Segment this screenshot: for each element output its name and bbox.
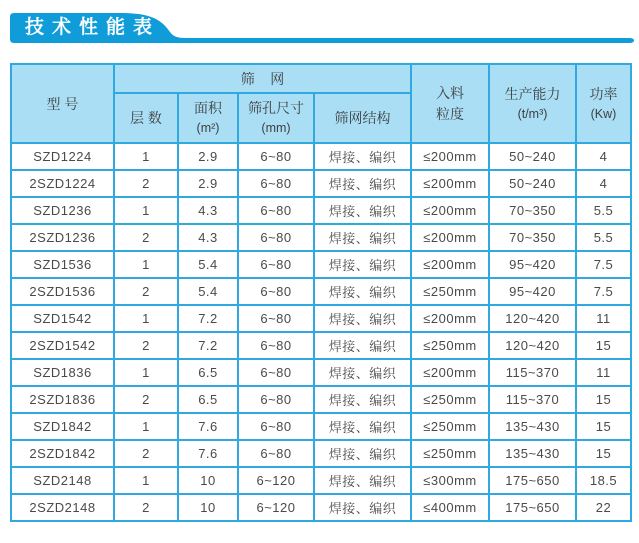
- cell-structure: 焊接、编织: [314, 143, 411, 170]
- cell-mesh-size: 6~80: [238, 278, 314, 305]
- cell-mesh-size: 6~80: [238, 359, 314, 386]
- cell-structure: 焊接、编织: [314, 170, 411, 197]
- header-model: 型 号: [11, 64, 114, 143]
- cell-mesh-size: 6~120: [238, 494, 314, 521]
- header-mesh-size: [238, 93, 314, 143]
- cell-area: 6.5: [178, 359, 238, 386]
- header-structure: 筛网结构: [314, 93, 411, 143]
- cell-layers: 1: [114, 305, 178, 332]
- cell-structure: 焊接、编织: [314, 413, 411, 440]
- cell-capacity: 70~350: [489, 197, 576, 224]
- header-feed-size-line1: 入料: [436, 84, 464, 101]
- cell-feed-size: ≤250mm: [411, 413, 489, 440]
- cell-capacity: 50~240: [489, 143, 576, 170]
- cell-area: 7.6: [178, 413, 238, 440]
- table-row: [11, 305, 631, 332]
- cell-mesh-size: 6~80: [238, 305, 314, 332]
- cell-power: 22: [576, 494, 631, 521]
- cell-mesh-size: 6~80: [238, 413, 314, 440]
- cell-model: 2SZD1224: [11, 170, 114, 197]
- cell-layers: 1: [114, 467, 178, 494]
- cell-feed-size: ≤200mm: [411, 224, 489, 251]
- cell-area: 7.6: [178, 440, 238, 467]
- header-feed-size: [411, 64, 489, 143]
- header-area-unit: (m²): [196, 121, 220, 136]
- cell-layers: 2: [114, 494, 178, 521]
- cell-power: 18.5: [576, 467, 631, 494]
- cell-feed-size: ≤250mm: [411, 440, 489, 467]
- cell-area: 6.5: [178, 386, 238, 413]
- cell-structure: 焊接、编织: [314, 494, 411, 521]
- cell-structure: 焊接、编织: [314, 386, 411, 413]
- cell-area: 7.2: [178, 305, 238, 332]
- cell-structure: 焊接、编织: [314, 224, 411, 251]
- table-row: [11, 386, 631, 413]
- cell-capacity: 95~420: [489, 251, 576, 278]
- cell-structure: 焊接、编织: [314, 440, 411, 467]
- table-row: [11, 278, 631, 305]
- cell-model: SZD2148: [11, 467, 114, 494]
- table-row: [11, 332, 631, 359]
- table-row: [11, 251, 631, 278]
- cell-power: 7.5: [576, 278, 631, 305]
- cell-area: 4.3: [178, 224, 238, 251]
- cell-capacity: 115~370: [489, 359, 576, 386]
- cell-power: 15: [576, 332, 631, 359]
- header-feed-size-line2: 粒度: [436, 105, 464, 122]
- cell-capacity: 95~420: [489, 278, 576, 305]
- header-screen-group: 筛 网: [114, 64, 411, 93]
- table-header: [11, 64, 631, 143]
- cell-power: 11: [576, 359, 631, 386]
- table-row: [11, 143, 631, 170]
- cell-feed-size: ≤250mm: [411, 278, 489, 305]
- cell-layers: 2: [114, 386, 178, 413]
- cell-layers: 1: [114, 197, 178, 224]
- cell-model: SZD1836: [11, 359, 114, 386]
- cell-power: 11: [576, 305, 631, 332]
- table-row: [11, 197, 631, 224]
- cell-layers: 2: [114, 278, 178, 305]
- cell-mesh-size: 6~80: [238, 440, 314, 467]
- cell-capacity: 120~420: [489, 332, 576, 359]
- cell-model: 2SZD1542: [11, 332, 114, 359]
- cell-area: 5.4: [178, 251, 238, 278]
- cell-mesh-size: 6~120: [238, 467, 314, 494]
- cell-layers: 1: [114, 359, 178, 386]
- cell-model: 2SZD2148: [11, 494, 114, 521]
- cell-layers: 1: [114, 251, 178, 278]
- cell-area: 7.2: [178, 332, 238, 359]
- cell-model: SZD1236: [11, 197, 114, 224]
- cell-capacity: 135~430: [489, 440, 576, 467]
- table-row: [11, 440, 631, 467]
- cell-power: 15: [576, 440, 631, 467]
- cell-structure: 焊接、编织: [314, 332, 411, 359]
- cell-mesh-size: 6~80: [238, 224, 314, 251]
- cell-model: SZD1542: [11, 305, 114, 332]
- cell-feed-size: ≤200mm: [411, 197, 489, 224]
- cell-model: 2SZD1842: [11, 440, 114, 467]
- header-capacity: [489, 64, 576, 143]
- cell-model: SZD1536: [11, 251, 114, 278]
- cell-structure: 焊接、编织: [314, 467, 411, 494]
- table-row: [11, 224, 631, 251]
- table-row: [11, 359, 631, 386]
- cell-mesh-size: 6~80: [238, 170, 314, 197]
- header-capacity-line1: 生产能力: [504, 85, 561, 102]
- cell-power: 4: [576, 170, 631, 197]
- cell-layers: 2: [114, 170, 178, 197]
- cell-area: 10: [178, 494, 238, 521]
- cell-area: 10: [178, 467, 238, 494]
- cell-power: 5.5: [576, 224, 631, 251]
- header-power-line1: 功率: [589, 85, 618, 102]
- table-row: [11, 467, 631, 494]
- cell-area: 5.4: [178, 278, 238, 305]
- header-capacity-unit: (t/m³): [517, 106, 548, 121]
- title-banner: [0, 0, 639, 46]
- cell-feed-size: ≤250mm: [411, 332, 489, 359]
- cell-mesh-size: 6~80: [238, 332, 314, 359]
- table-row: [11, 494, 631, 521]
- cell-area: 2.9: [178, 170, 238, 197]
- cell-power: 4: [576, 143, 631, 170]
- cell-feed-size: ≤400mm: [411, 494, 489, 521]
- table-body: [11, 143, 631, 521]
- cell-structure: 焊接、编织: [314, 359, 411, 386]
- cell-capacity: 120~420: [489, 305, 576, 332]
- cell-area: 2.9: [178, 143, 238, 170]
- cell-feed-size: ≤250mm: [411, 386, 489, 413]
- cell-structure: 焊接、编织: [314, 251, 411, 278]
- spec-table: [10, 63, 632, 522]
- cell-feed-size: ≤200mm: [411, 251, 489, 278]
- cell-layers: 2: [114, 440, 178, 467]
- cell-capacity: 115~370: [489, 386, 576, 413]
- cell-structure: 焊接、编织: [314, 305, 411, 332]
- cell-capacity: 175~650: [489, 494, 576, 521]
- cell-feed-size: ≤200mm: [411, 170, 489, 197]
- cell-mesh-size: 6~80: [238, 386, 314, 413]
- cell-layers: 1: [114, 413, 178, 440]
- cell-structure: 焊接、编织: [314, 278, 411, 305]
- cell-feed-size: ≤200mm: [411, 359, 489, 386]
- cell-layers: 2: [114, 332, 178, 359]
- cell-power: 7.5: [576, 251, 631, 278]
- cell-layers: 1: [114, 143, 178, 170]
- cell-model: SZD1842: [11, 413, 114, 440]
- cell-mesh-size: 6~80: [238, 251, 314, 278]
- cell-area: 4.3: [178, 197, 238, 224]
- table-row: [11, 170, 631, 197]
- cell-layers: 2: [114, 224, 178, 251]
- cell-power: 15: [576, 386, 631, 413]
- header-mesh-size-unit: (mm): [261, 121, 291, 136]
- cell-mesh-size: 6~80: [238, 197, 314, 224]
- header-area-line1: 面积: [194, 100, 222, 117]
- cell-mesh-size: 6~80: [238, 143, 314, 170]
- cell-model: 2SZD1236: [11, 224, 114, 251]
- cell-capacity: 175~650: [489, 467, 576, 494]
- page-title: 技术性能表: [25, 17, 161, 38]
- header-power: [576, 64, 631, 143]
- cell-structure: 焊接、编织: [314, 197, 411, 224]
- cell-model: 2SZD1536: [11, 278, 114, 305]
- cell-feed-size: ≤200mm: [411, 143, 489, 170]
- cell-model: SZD1224: [11, 143, 114, 170]
- cell-feed-size: ≤300mm: [411, 467, 489, 494]
- header-mesh-size-line1: 筛孔尺寸: [248, 100, 304, 117]
- cell-power: 15: [576, 413, 631, 440]
- cell-capacity: 50~240: [489, 170, 576, 197]
- header-layers: 层 数: [114, 93, 178, 143]
- cell-power: 5.5: [576, 197, 631, 224]
- cell-model: 2SZD1836: [11, 386, 114, 413]
- header-power-unit: (Kw): [590, 106, 617, 121]
- cell-capacity: 70~350: [489, 224, 576, 251]
- cell-capacity: 135~430: [489, 413, 576, 440]
- cell-feed-size: ≤200mm: [411, 305, 489, 332]
- header-area: [178, 93, 238, 143]
- table-row: [11, 413, 631, 440]
